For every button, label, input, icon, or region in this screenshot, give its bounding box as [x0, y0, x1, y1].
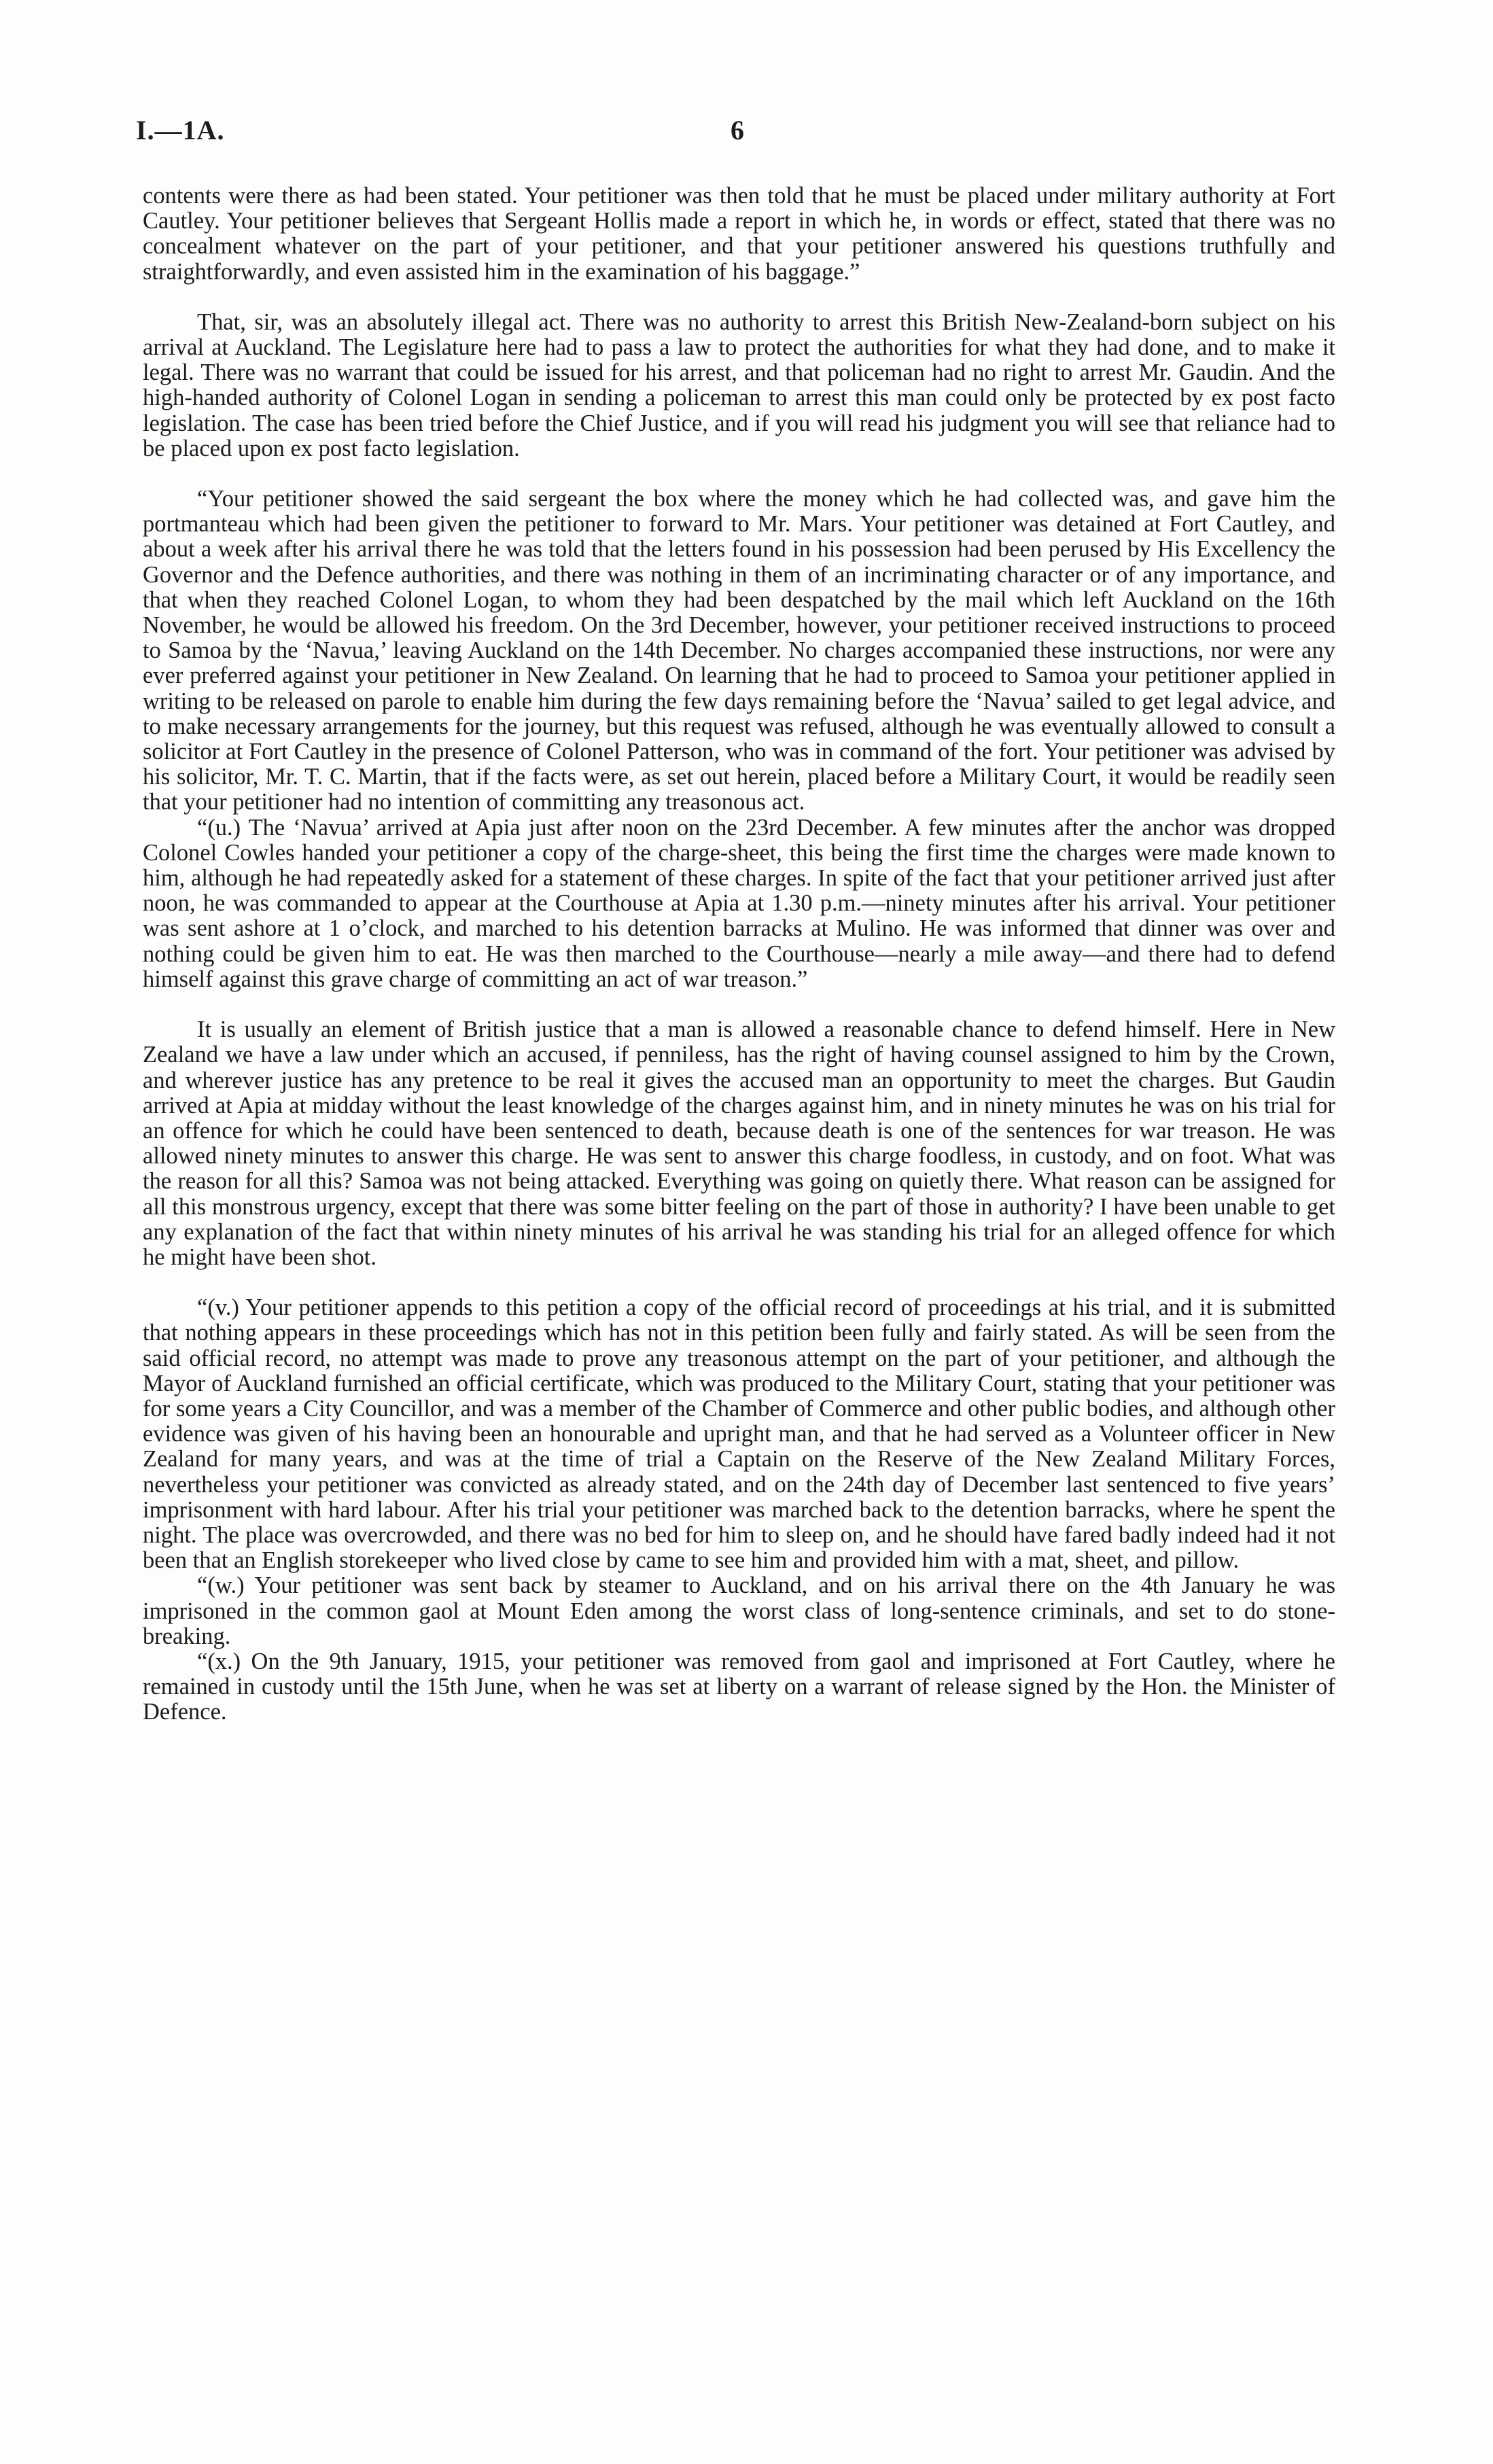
paragraph: It is usually an element of British justice that a man is allowed a reasonable chance to defend himself. Here in New Zealand we have a law under which an accused, if penniless, has the right of having counsel assigned to him by the Crown, and wherever justice has any pretence to be real it gives the accused man an opportunity to meet the charges. But Gaudin arrived at Apia at midday without the least knowledge of the charges against him, and in ninety minutes he was on his trial for an offence for which he could have been sentenced to death, because death is one of the sentences for war treason. He was allowed ninety minutes to answer this charge. He was sent to answer this charge foodless, in custody, and on foot. What was the reason for all this? Samoa was not being attacked. Everything was going on quietly there. What reason can be assigned for all this monstrous urgency, except that there was some bitter feeling on the part of those in authority? I have been unable to get any explanation of the fact that within ninety minutes of his arrival he was standing his trial for an alleged offence for which he might have been shot.	[143, 1017, 1335, 1270]
document-body	[143, 183, 1335, 1725]
paragraph: “(u.) The ‘Navua’ arrived at Apia just after noon on the 23rd December. A few minutes after the anchor was dropped Colonel Cowles handed your petitioner a copy of the charge-sheet, this being the first time the charges were made known to him, although he had repeatedly asked for a statement of these charges. In spite of the fact that your petitioner arrived just after noon, he was commanded to appear at the Courthouse at Apia at 1.30 p.m.—ninety minutes after his arrival. Your petitioner was sent ashore at 1 o’clock, and marched to his detention barracks at Mulino. He was informed that dinner was over and nothing could be given him to eat. He was then marched to the Courthouse—nearly a mile away—and there had to defend himself against this grave charge of committing an act of war treason.”	[143, 814, 1335, 992]
paper-reference: I.—1A.	[136, 115, 225, 145]
paragraph: contents were there as had been stated. Your petitioner was then told that he must be placed under military authority at Fort Cautley. Your petitioner believes that Sergeant Hollis made a report in which he, in words or effect, stated that there was no concealment whatever on the part of your petitioner, and that your petitioner answered his questions truthfully and straightforwardly, and even assisted him in the examination of his baggage.”	[143, 183, 1335, 285]
page-header	[136, 114, 1359, 162]
paragraph: “(x.) On the 9th January, 1915, your petitioner was removed from gaol and imprisoned at Fort Cautley, where he remained in custody until the 15th June, when he was set at liberty on a warrant of release signed by the Hon. the Minister of Defence.	[143, 1648, 1335, 1725]
page-number: 6	[731, 115, 744, 145]
paragraph: “Your petitioner showed the said sergeant the box where the money which he had collected was, and gave him the portmanteau which had been given the petitioner to forward to Mr. Mars. Your petitioner was detained at Fort Cautley, and about a week after his arrival there he was told that the letters found in his possession had been perused by His Excellency the Governor and the Defence authorities, and there was nothing in them of an incriminating character or of any importance, and that when they reached Colonel Logan, to whom they had been despatched by the mail which left Auckland on the 16th November, he would be allowed his freedom. On the 3rd December, however, your petitioner received instructions to proceed to Samoa by the ‘Navua,’ leaving Auckland on the 14th December. No charges accompanied these instructions, nor were any ever preferred against your petitioner in New Zealand. On learning that he had to proceed to Samoa your petitioner applied in writing to be released on parole to enable him during the few days remaining before the ‘Navua’ sailed to get legal advice, and to make necessary arrangements for the journey, but this request was refused, although he was eventually allowed to consult a solicitor at Fort Cautley in the presence of Colonel Patterson, who was in command of the fort. Your petitioner was advised by his solicitor, Mr. T. C. Martin, that if the facts were, as set out herein, placed before a Military Court, it would be readily seen that your petitioner had no intention of committing any treasonous act.	[143, 486, 1335, 815]
paragraph: “(w.) Your petitioner was sent back by steamer to Auckland, and on his arrival there on the 4th January he was imprisoned in the common gaol at Mount Eden among the worst class of long-sentence criminals, and set to do stone-breaking.	[143, 1572, 1335, 1649]
paragraph: “(v.) Your petitioner appends to this petition a copy of the official record of proceedings at his trial, and it is submitted that nothing appears in these proceedings which has not in this petition been fully and fairly stated. As will be seen from the said official record, no attempt was made to prove any treasonous attempt on the part of your petitioner, and although the Mayor of Auckland furnished an official certificate, which was produced to the Military Court, stating that your petitioner was for some years a City Councillor, and was a member of the Chamber of Commerce and other public bodies, and although other evidence was given of his having been an honourable and upright man, and that he had served as a Volunteer officer in New Zealand for many years, and was at the time of trial a Captain on the Reserve of the New Zealand Military Forces, nevertheless your petitioner was convicted as already stated, and on the 24th day of December last sentenced to five years’ imprisonment with hard labour. After his trial your petitioner was marched back to the detention barracks, where he spent the night. The place was overcrowded, and there was no bed for him to sleep on, and he should have fared badly indeed had it not been that an English storekeeper who lived close by came to see him and provided him with a mat, sheet, and pillow.	[143, 1295, 1335, 1574]
paragraph: That, sir, was an absolutely illegal act. There was no authority to arrest this British New-Zealand-born subject on his arrival at Auckland. The Legislature here had to pass a law to protect the authorities for what they had done, and to make it legal. There was no warrant that could be issued for his arrest, and that policeman had no right to arrest Mr. Gaudin. And the high-handed authority of Colonel Logan in sending a policeman to arrest this man could only be protected by ex post facto legislation. The case has been tried before the Chief Justice, and if you will read his judgment you will see that reliance had to be placed upon ex post facto legislation.	[143, 309, 1335, 461]
